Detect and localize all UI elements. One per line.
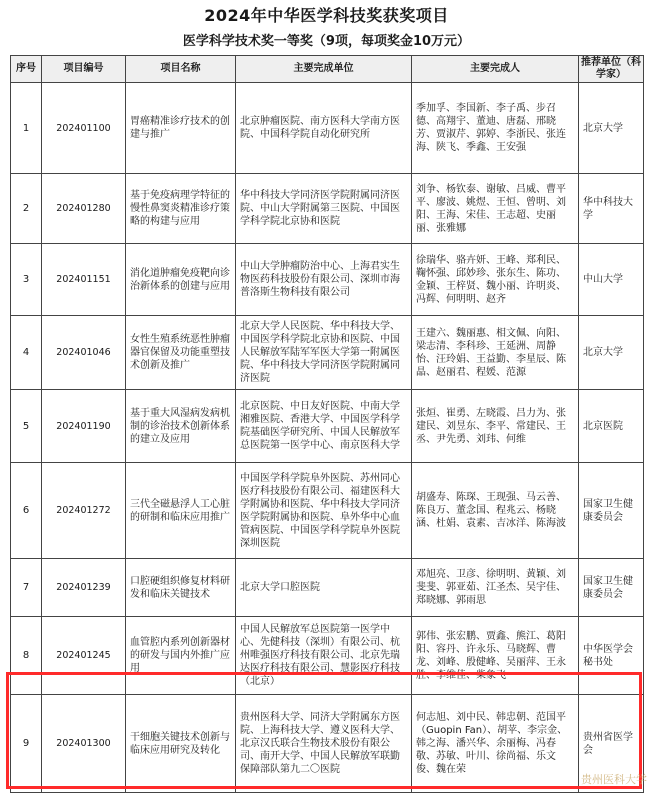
cell-code: 202401046 [42,316,126,390]
cell-name: 干细胞关键技术创新与临床应用研究及转化 [126,695,236,793]
header-name: 项目名称 [126,56,236,83]
cell-people: 邓旭亮、卫彦、徐明明、黄颖、刘斐斐、郭亚茹、江圣杰、吴宇佳、郑晓娜、郭雨思 [412,559,579,617]
cell-recommender: 北京大学 [579,316,644,390]
cell-recommender: 华中科技大学 [579,174,644,244]
page-subtitle: 医学科学技术奖一等奖（9项，每项奖金10万元） [182,34,471,49]
cell-people: 郭伟、张宏鹏、贾鑫、熊江、葛阳阳、容丹、许永乐、马晓辉、曹龙、刘峰、殷健峰、吴丽萍、王永胜、李维佳、柴象飞 [412,617,579,695]
table-row [11,174,644,244]
header-seq: 序号 [11,56,42,83]
cell-people: 胡盛寿、陈琛、王现强、马云善、陈良万、董念国、程兆云、杨晓涵、杜娟、袁素、吉冰洋、陈海波 [412,463,579,559]
cell-people: 徐瑞华、骆卉妍、王峰、郑利民、鞠怀强、邱妙珍、张东生、陈功、金颖、王梓贤、魏小丽、许明炎、冯辉、何明明、赵齐 [412,244,579,316]
cell-seq: 1 [11,83,42,174]
watermark-text: 贵州医科大学 [581,773,647,786]
page-title: 2024年中华医学科技奖获奖项目 [204,6,449,25]
table-row [11,463,644,559]
header-units: 主要完成单位 [236,56,412,83]
cell-recommender: 贵州省医学会 [579,695,644,793]
table-row [11,617,644,695]
cell-recommender: 中山大学 [579,244,644,316]
table-row [11,695,644,793]
cell-recommender: 国家卫生健康委员会 [579,559,644,617]
header-recommender: 推荐单位（科学家） [579,56,644,83]
cell-seq: 2 [11,174,42,244]
cell-recommender: 北京医院 [579,390,644,463]
cell-code: 202401190 [42,390,126,463]
table-row [11,83,644,174]
table-header-row [11,56,644,83]
cell-seq: 9 [11,695,42,793]
cell-units: 中国医学科学院阜外医院、苏州同心医疗科技股份有限公司、福建医科大学附属协和医院、华中科技大学同济医学院附属协和医院、阜外华中心血管病医院、中国医学科学院阜外医院深圳医院 [236,463,412,559]
cell-seq: 8 [11,617,42,695]
cell-name: 消化道肿瘤免疫靶向诊治新体系的创建与应用 [126,244,236,316]
cell-recommender: 北京大学 [579,83,644,174]
cell-name: 血管腔内系列创新器材的研发与国内外推广应用 [126,617,236,695]
cell-seq: 7 [11,559,42,617]
table-row [11,390,644,463]
cell-name: 胃癌精准诊疗技术的创建与推广 [126,83,236,174]
cell-code: 202401100 [42,83,126,174]
cell-name: 女性生殖系统恶性肿瘤器官保留及功能重塑技术创新及推广 [126,316,236,390]
cell-code: 202401239 [42,559,126,617]
table-row [11,316,644,390]
cell-name: 基于重大风湿病发病机制的诊治技术创新体系的建立及应用 [126,390,236,463]
cell-units: 北京大学口腔医院 [236,559,412,617]
cell-seq: 3 [11,244,42,316]
table-row [11,244,644,316]
cell-seq: 6 [11,463,42,559]
cell-name: 三代全磁悬浮人工心脏的研制和临床应用推广 [126,463,236,559]
cell-seq: 5 [11,390,42,463]
cell-recommender: 国家卫生健康委员会 [579,463,644,559]
cell-name: 基于免疫病理学特征的慢性鼻窦炎精准诊疗策略的构建与应用 [126,174,236,244]
table-row [11,559,644,617]
cell-code: 202401272 [42,463,126,559]
cell-units: 华中科技大学同济医学院附属同济医院、中山大学附属第三医院、中国医学科学院北京协和医院 [236,174,412,244]
cell-units: 北京医院、中日友好医院、中南大学湘雅医院、香港大学、中国医学科学院基础医学研究所、中国人民解放军总医院第一医学中心、南京医科大学 [236,390,412,463]
cell-units: 贵州医科大学、同济大学附属东方医院、上海科技大学、遵义医科大学、北京汉氏联合生物技术股份有限公司、南开大学、中国人民解放军联勤保障部队第九二〇医院 [236,695,412,793]
cell-units: 中山大学肿瘤防治中心、上海君实生物医药科技股份有限公司、深圳市海普洛斯生物科技有限公司 [236,244,412,316]
cell-units: 中国人民解放军总医院第一医学中心、先健科技（深圳）有限公司、杭州唯强医疗科技有限公司、北京先瑞达医疗科技有限公司、慧影医疗科技（北京） [236,617,412,695]
cell-recommender: 中华医学会秘书处 [579,617,644,695]
cell-people: 季加孚、李国新、李子禹、步召德、高翔宇、董迪、唐磊、邢晓芳、贾淑芹、郭婷、李浙民、张连海、陕飞、季鑫、王安强 [412,83,579,174]
cell-people: 张烜、崔勇、左晓霞、吕力为、张建民、刘昱东、李平、常建民、王丞、尹先勇、刘玮、何维 [412,390,579,463]
cell-code: 202401151 [42,244,126,316]
header-code: 项目编号 [42,56,126,83]
header-people: 主要完成人 [412,56,579,83]
cell-code: 202401300 [42,695,126,793]
cell-people: 刘争、杨钦泰、谢敏、吕威、曹平平、廖波、姚煜、王恒、曾明、刘阳、王海、宋佳、王志超、史丽丽、张雅娜 [412,174,579,244]
award-table [10,55,644,793]
cell-units: 北京肿瘤医院、南方医科大学南方医院、中国科学院自动化研究所 [236,83,412,174]
cell-people: 王建六、魏丽惠、相文佩、向阳、梁志清、李科珍、王延洲、周静怡、汪玲娟、王益勤、李星辰、陈晶、赵丽君、程媛、范源 [412,316,579,390]
cell-code: 202401245 [42,617,126,695]
cell-seq: 4 [11,316,42,390]
cell-units: 北京大学人民医院、华中科技大学、中国医学科学院北京协和医院、中国人民解放军陆军军医大学第一附属医院、华中科技大学同济医学院附属同济医院 [236,316,412,390]
cell-code: 202401280 [42,174,126,244]
cell-name: 口腔硬组织修复材料研发和临床关键技术 [126,559,236,617]
cell-people: 何志旭、刘中民、韩忠朝、范国平（Guopin Fan）、胡苹、李宗金、韩之海、潘兴华、余丽梅、冯春敬、苏敏、叶川、徐尚福、乐文俊、魏在荣 [412,695,579,793]
